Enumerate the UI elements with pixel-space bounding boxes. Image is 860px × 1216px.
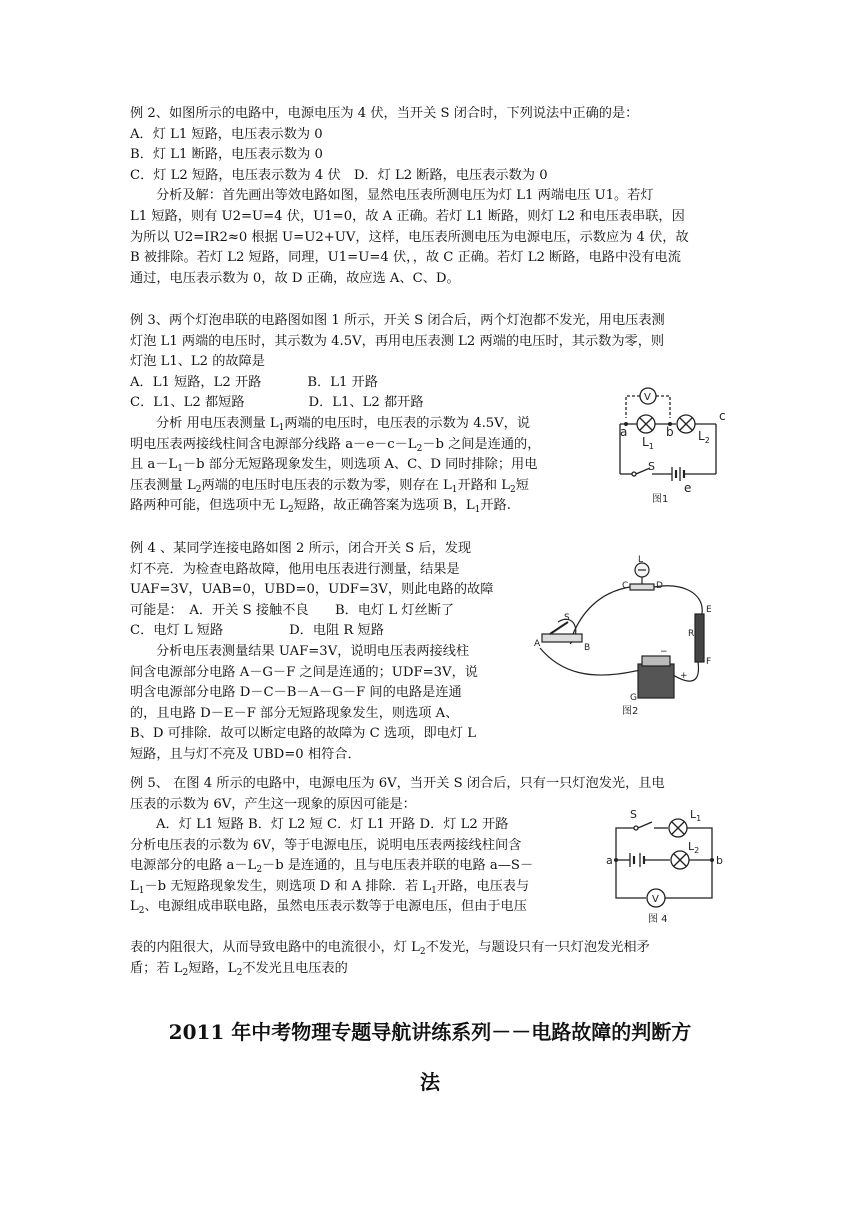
subscript: 1 bbox=[138, 885, 145, 896]
ex3-analysis-line bbox=[130, 435, 592, 456]
example-4 bbox=[130, 539, 520, 766]
battery-minus-label: − bbox=[660, 647, 668, 657]
ex3-analysis-line bbox=[130, 414, 592, 435]
ex4-analysis-line: 间含电源部分电路 A－G－F 之间是连通的；UDF=3V，说 bbox=[130, 664, 478, 680]
text: 且 a－L bbox=[130, 457, 178, 473]
title-line-2: 法 bbox=[420, 1070, 440, 1094]
ex3-option-d: D．L1、L2 都开路 bbox=[308, 395, 424, 411]
ex3-analysis bbox=[130, 414, 592, 517]
text: L bbox=[130, 899, 139, 915]
subscript: 2 bbox=[236, 967, 243, 978]
text: 路两种可能，但选项中无 L bbox=[130, 498, 289, 514]
text: L bbox=[688, 840, 695, 853]
ex4-analysis-line: 短路，且与灯不亮及 UBD=0 相符合． bbox=[130, 746, 361, 762]
ex4-line: 例 4 、某同学连接电路如图 2 所示，闭合开关 S 后，发现 bbox=[130, 541, 472, 556]
ex3-option-a: A．L1 短路，L2 开路 bbox=[130, 374, 262, 390]
ex2-option-cd: C．灯 L2 短路，电压表示数为 4 伏 D．灯 L2 断路，电压表示数为 0 bbox=[130, 167, 548, 183]
ex4-line: UAF=3V，UAB=0，UBD=0，UDF=3V，则此电路的故障 bbox=[130, 582, 494, 598]
ex4-line: 灯不亮．为检查电路故障，他用电压表进行测量，结果是 bbox=[130, 561, 460, 577]
voltmeter-label: V bbox=[644, 392, 651, 403]
subscript: 1 bbox=[474, 505, 481, 516]
ex4-line: C．电灯 L 短路 D．电阻 R 短路 bbox=[130, 623, 384, 639]
switch-s-label: S bbox=[564, 613, 570, 623]
ex5-question: 例 5、 在图 4 所示的电路中，电源电压为 6V，当开关 S 闭合后，只有一只灯泡发光，且电 bbox=[130, 776, 665, 791]
ex2-option-a: A．灯 L1 短路，电压表示数为 0 bbox=[130, 126, 323, 142]
subscript: 2 bbox=[419, 947, 426, 957]
node-c-label: c bbox=[719, 409, 726, 423]
subscript: 1 bbox=[177, 464, 183, 475]
page-title bbox=[120, 1012, 740, 1102]
node-d-label: D bbox=[656, 581, 663, 591]
example-2 bbox=[130, 104, 730, 289]
text: 短 bbox=[515, 477, 529, 493]
text: －b 之间是连通的， bbox=[422, 436, 541, 452]
text: L bbox=[130, 878, 139, 894]
lamp-l-label: L bbox=[638, 555, 644, 565]
figure-2-caption: 图2 bbox=[622, 706, 639, 717]
text: 开路和 L bbox=[457, 477, 511, 493]
ex5-analysis-line bbox=[130, 897, 592, 918]
text: 表的内阻很大，从而导致电路中的电流很小，灯 L bbox=[130, 940, 420, 955]
ex4-line: 可能是： A．开关 S 接触不良 B．电灯 L 灯丝断了 bbox=[130, 602, 455, 618]
ex5-options: A．灯 L1 短路 B．灯 L2 短 C．灯 L1 开路 D．灯 L2 开路 bbox=[156, 817, 509, 832]
node-e-label: e bbox=[684, 481, 692, 495]
ex4-analysis-line: B、D 可排除．故可以断定电路的故障为 C 选项，即电灯 L bbox=[130, 726, 477, 742]
lamp-l1-label bbox=[642, 435, 654, 451]
ex2-question: 例 2、如图所示的电路中，电源电压为 4 伏，当开关 S 闭合时，下列说法中正确的是： bbox=[130, 106, 639, 121]
ex3-analysis-line bbox=[130, 476, 592, 497]
subscript: 2 bbox=[416, 443, 423, 454]
text: 、电源组成串联电路，虽然电压表示数等于电源电压，但由于电压 bbox=[144, 899, 527, 915]
text: 短路，故正确答案为选项 B，L bbox=[293, 498, 475, 514]
text: 明电压表两接线柱间含电源部分线路 a－e－c－L bbox=[130, 436, 417, 452]
text: 开路. bbox=[480, 498, 511, 514]
subscript: 2 bbox=[510, 484, 516, 495]
ex2-analysis-line: 分析及解：首先画出等效电路如图，显然电压表所测电压为灯 L1 两端电压 U1。若灯 bbox=[156, 188, 654, 204]
subscript: 2 bbox=[694, 846, 700, 855]
node-b-label: B bbox=[584, 643, 591, 653]
ex3-analysis-line bbox=[130, 496, 592, 517]
text: L bbox=[642, 435, 649, 449]
subscript: 2 bbox=[288, 505, 294, 516]
battery-plus-label: + bbox=[680, 671, 688, 681]
ex3-option-b: B．L1 开路 bbox=[307, 374, 378, 390]
ex4-analysis-line: 的，且电路 D－E－F 部分无短路现象发生，则选项 A、 bbox=[130, 705, 459, 721]
figure-2-circuit bbox=[530, 552, 730, 720]
ex2-analysis-line: 为所以 U2=IR2≈0 根据 U=U2+UV，这样，电压表所测电压为电源电压，示数应为 4 伏，故 bbox=[130, 229, 689, 245]
text: 盾；若 L bbox=[130, 960, 183, 976]
title-line-1: 2011 年中考物理专题导航讲练系列－－电路故障的判断方 bbox=[168, 1020, 692, 1044]
text: L bbox=[690, 808, 697, 821]
resistor-r-label: R bbox=[688, 629, 695, 639]
ex2-analysis-line: L1 短路，则有 U2=U=4 伏，U1=0，故 A 正确。若灯 L1 断路，则灯 L2 和电压表串联，因 bbox=[130, 208, 685, 224]
node-c-label: C bbox=[622, 581, 629, 591]
ex5-tail bbox=[130, 938, 730, 979]
ex2-option-b: B．灯 L1 断路，电压表示数为 0 bbox=[130, 147, 323, 163]
node-b-label: b bbox=[666, 425, 674, 439]
ex5-analysis-line bbox=[130, 877, 592, 898]
text: 分析 用电压表测量 L bbox=[156, 416, 279, 431]
ex5-question: 压表的示数为 6V，产生这一现象的原因可能是： bbox=[130, 796, 416, 812]
node-e-label: E bbox=[706, 605, 712, 615]
ex5-analysis-line: 分析电压表的示数为 6V，等于电源电压，说明电压表两接线柱间含 bbox=[130, 837, 522, 853]
ex4-analysis-line: 分析电压表测量结果 UAF=3V，说明电压表两接线柱 bbox=[156, 643, 470, 659]
text: 不发光且电压表的 bbox=[242, 960, 348, 976]
subscript: 1 bbox=[278, 423, 285, 433]
ex5-body bbox=[130, 815, 592, 918]
node-a-label: a bbox=[620, 425, 628, 439]
node-a-label: a bbox=[606, 854, 613, 867]
figure-4-caption: 图 4 bbox=[648, 914, 668, 925]
ex3-question: 灯泡 L1、L2 的故障是 bbox=[130, 354, 265, 370]
subscript: 1 bbox=[696, 814, 702, 823]
ex3-option-c: C．L1、L2 都短路 bbox=[130, 395, 245, 411]
subscript: 2 bbox=[138, 906, 145, 917]
text: 短路，L bbox=[188, 960, 237, 976]
switch-s-label: S bbox=[630, 808, 637, 821]
switch-s-label: S bbox=[648, 460, 655, 473]
lamp-l2-label bbox=[698, 429, 710, 445]
subscript: 2 bbox=[256, 865, 263, 876]
text: 开路，电压表与 bbox=[436, 878, 530, 894]
ex2-analysis-line: B 被排除。若灯 L2 短路，同理，U1=U=4 伏，，故 C 正确。若灯 L2 断路，电路中没有电流 bbox=[130, 250, 681, 266]
node-g-label: G bbox=[630, 693, 637, 703]
figure-1-circuit bbox=[606, 384, 734, 508]
lamp-l1-label bbox=[690, 808, 701, 823]
node-f-label: F bbox=[706, 657, 712, 667]
text: －b 部分无短路现象发生，则选项 A、C、D 同时排除；用电 bbox=[182, 457, 538, 473]
ex5-analysis-line bbox=[130, 938, 730, 959]
subscript: 1 bbox=[431, 885, 437, 896]
text: －b 无短路现象发生，则选项 D 和 A 排除．若 L bbox=[144, 878, 432, 894]
ex3-question: 例 3、两个灯泡串联的电路图如图 1 所示，开关 S 闭合后，两个灯泡都不发光，用电压表测 bbox=[130, 313, 665, 328]
node-a-label: A bbox=[534, 639, 541, 649]
ex5-analysis-line bbox=[130, 959, 730, 980]
text: 不发光，与题设只有一只灯泡发光相矛 bbox=[425, 940, 650, 955]
node-b-label: b bbox=[716, 854, 723, 867]
lamp-l2-label bbox=[688, 840, 699, 855]
ex2-analysis-line: 通过，电压表示数为 0，故 D 正确，故应选 A、C、D。 bbox=[130, 270, 460, 286]
subscript: 1 bbox=[451, 484, 458, 495]
subscript: 1 bbox=[648, 442, 654, 451]
ex4-analysis-line: 明含电源部分电路 D－C－B－A－G－F 间的电路是连通 bbox=[130, 685, 462, 701]
text: 电源部分的电路 a－L bbox=[130, 858, 257, 874]
ex3-analysis-line bbox=[130, 455, 592, 476]
figure-4-circuit bbox=[604, 806, 734, 930]
subscript: 2 bbox=[704, 436, 710, 445]
text: 两端的电压时电压表的示数为零，则存在 L bbox=[201, 477, 452, 493]
text: L bbox=[698, 429, 705, 443]
ex5-analysis-line bbox=[130, 856, 592, 877]
text: 压表测量 L bbox=[130, 477, 196, 493]
subscript: 2 bbox=[195, 484, 202, 495]
text: 两端的电压时，电压表的示数为 4.5V，说 bbox=[284, 416, 531, 431]
text: －b 是连通的，且与电压表并联的电路 a—S－ bbox=[262, 858, 534, 874]
figure-1-caption: 图1 bbox=[652, 494, 669, 505]
ex3-question: 灯泡 L1 两端的电压时，其示数为 4.5V，再用电压表测 L2 两端的电压时，其示数为零，则 bbox=[130, 333, 665, 349]
voltmeter-label: V bbox=[652, 894, 659, 905]
subscript: 2 bbox=[182, 967, 189, 978]
